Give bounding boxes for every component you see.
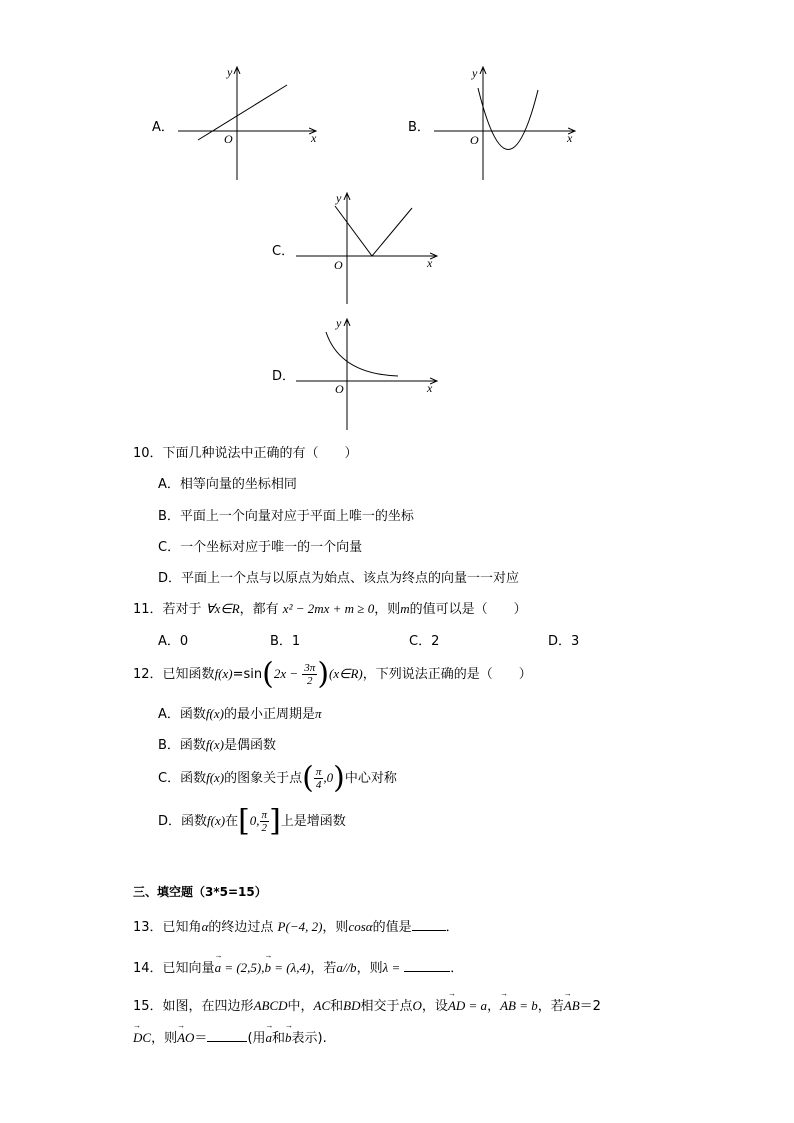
q12-number: 12． (133, 667, 163, 682)
option-c-label: C． (272, 244, 295, 259)
q10-option-b: B．平面上一个向量对应于平面上唯一的坐标 (158, 509, 414, 524)
linear-function-line (198, 85, 287, 140)
x-axis-label: x (427, 256, 433, 270)
q12-fx: f(x) (214, 666, 233, 681)
q11-option-a: A．0 (158, 634, 189, 649)
q11-option-c: C．2 (409, 634, 440, 649)
q12-option-c: C．函数f(x)的图象关于点( $\frac{\pi}{4}$ ,0)中心对称 (158, 760, 397, 796)
decreasing-curve (326, 332, 398, 376)
q11-stem (133, 598, 527, 617)
q12-eq: =sin (232, 667, 263, 682)
x-axis-label: x (311, 131, 317, 145)
q12-option-d: D．函数f(x)在[0, $\frac{\pi}{2}$ ]上是增函数 (158, 803, 346, 839)
q12-text-1: 已知函数 (162, 667, 215, 682)
q12-stem: 12．已知函数f(x)=sin(2x − $\frac{3\pi}{2}$ )(x∈R)，下列说法正确的是（ ） (133, 656, 532, 692)
graph-a (170, 60, 330, 185)
option-b-label: B． (408, 120, 430, 135)
q12-option-a: A．函数f(x)的最小正周期是π (158, 706, 322, 722)
q11-option-b: B．1 (270, 634, 301, 649)
q11-text-3: ，则 (374, 602, 401, 617)
q12-fraction: $\frac{3\pi}{2}$ (304, 662, 316, 687)
graph-b (428, 60, 588, 185)
q10-option-d: D．平面上一个点与以原点为始点、该点为终点的向量一一对应 (158, 571, 520, 586)
q15-line-2: → DC，则→ AO＝ (用→ a和→ b表示). (133, 1027, 327, 1046)
answer-blank (207, 1029, 247, 1042)
q10-option-c: C．一个坐标对应于唯一的一个向量 (158, 540, 363, 555)
q13-stem: 13．已知角α的终边过点 P(−4, 2)，则cosα的值是 ． (133, 919, 459, 935)
x-axis-label: x (567, 131, 573, 145)
y-axis-label: y (336, 316, 342, 330)
q11-forall: ∀x∈R (205, 601, 240, 616)
q12-inner: 2x − (273, 666, 299, 681)
q11-text-2: ，都有 (239, 602, 279, 617)
q14-stem: 14．已知向量→ a = (2,5),→ b = (λ,4)，若a//b，则λ = ． (133, 957, 463, 976)
x-axis-label: x (427, 381, 433, 395)
q12-text-2: ，下列说法正确的是（ ） (362, 667, 532, 682)
option-a-label: A． (152, 120, 174, 135)
q10-stem: 10．下面几种说法中正确的有（ ） (133, 446, 358, 461)
parabola-curve (478, 88, 538, 150)
y-axis-label: y (227, 65, 233, 79)
graph-d (290, 312, 450, 434)
section-title: 三、填空题（3*5=15） (133, 885, 267, 899)
answer-blank (412, 918, 446, 931)
origin-label: O (224, 132, 233, 146)
q12-domain: (x∈R) (329, 666, 363, 681)
q11-inequality: x² − 2mx + m ≥ 0 (282, 601, 375, 616)
origin-label: O (334, 258, 343, 272)
answer-blank (404, 959, 450, 972)
origin-label: O (335, 382, 344, 396)
q12-option-b: B．函数f(x)是偶函数 (158, 737, 276, 753)
y-axis-label: y (336, 191, 342, 205)
q10-option-a: A．相等向量的坐标相同 (158, 477, 297, 492)
origin-label: O (470, 133, 479, 147)
q11-var-m: m (400, 601, 410, 616)
q15-line-1: 15．如图，在四边形ABCD中，AC和BD相交于点O，设→ AD = a，→ AB = b，若→ AB＝2 (133, 995, 601, 1014)
option-d-label: D． (272, 369, 296, 384)
q11-text-1: 若对于 (162, 602, 202, 617)
q11-text-4: 的值可以是（ ） (409, 602, 527, 617)
q11-option-d: D．3 (548, 634, 580, 649)
y-axis-label: y (472, 66, 478, 80)
graph-c (290, 186, 450, 308)
q11-number: 11． (133, 602, 163, 617)
